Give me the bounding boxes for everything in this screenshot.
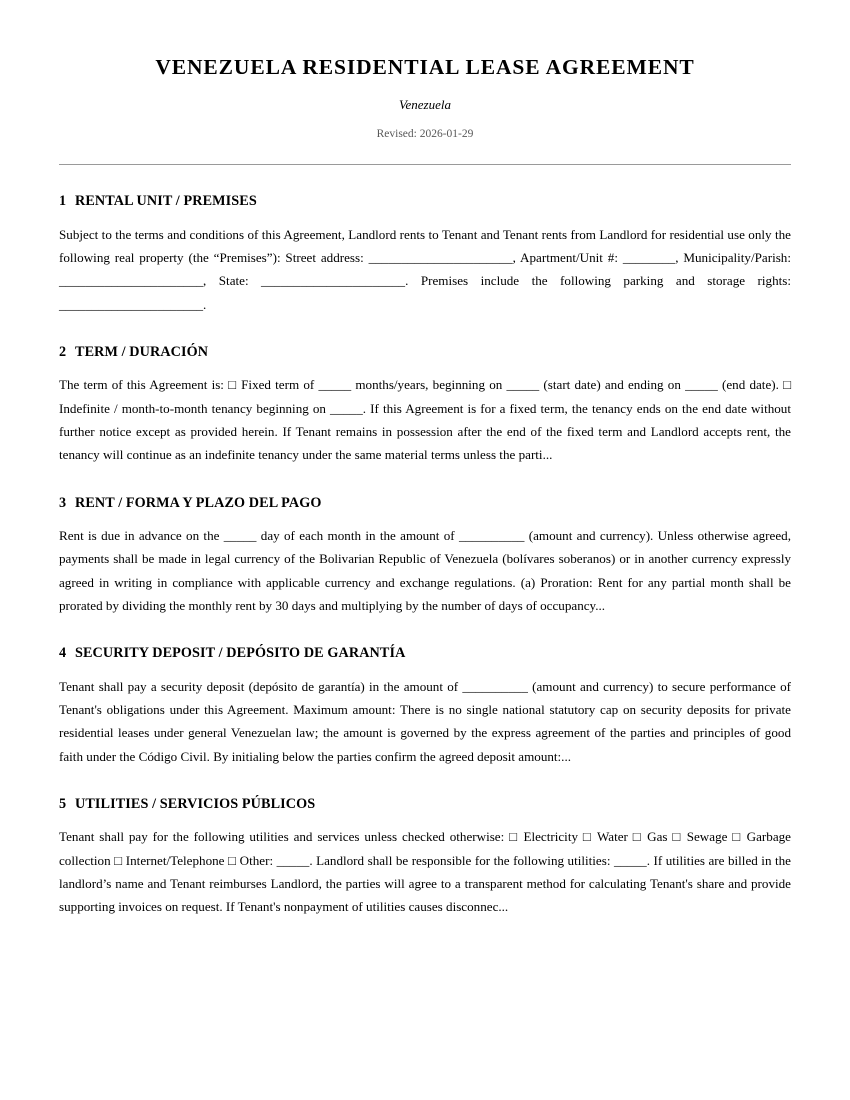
section-utilities [59,768,791,919]
section-security-deposit [59,617,791,768]
section-title: UTILITIES / SERVICIOS PÚBLICOS [75,795,316,812]
section-number: 1 [59,193,67,210]
section-body: The term of this Agreement is: □ Fixed term of _____ months/years, beginning on _____ (start date) and ending on _____ (end date). □ Indefinite / month-to-month tenancy beginning on _____. If this Agreement is for a fixed term, the tenancy ends on the end date without further notice except as provided herein. If Tenant remains in possession after the end of the fixed term and Landlord accepts rent, the tenancy will continue as an indefinite tenancy under the same material terms unless the parti... [59,377,791,463]
section-term [59,316,791,467]
section-title: RENT / FORMA Y PLAZO DEL PAGO [75,494,322,511]
section-heading [59,467,791,512]
section-body: Tenant shall pay a security deposit (depósito de garantía) in the amount of __________ (amount and currency) to secure performance of Tenant's obligations under this Agreement. Maximum amount: There is no single national statutory cap on security deposits for private residential leases under general Venezuelan law; the amount is governed by the express agreement of the parties and principles of good faith under the Código Civil. By initialing below the parties confirm the agreed deposit amount:... [59,678,791,764]
jurisdiction-subtitle: Venezuela [399,96,451,112]
section-rental-unit [59,165,791,316]
section-body: Rent is due in advance on the _____ day of each month in the amount of __________ (amount and currency). Unless otherwise agreed, payments shall be made in legal currency of the Bolivarian Republic of Venezuela (bolívares soberanos) or in another currency expressly agreed in writing in compliance with applicable currency and exchange regulations. (a) Proration: Rent for any partial month shall be prorated by dividing the monthly rent by 30 days and multiplying by the number of days of occupancy... [59,528,791,613]
section-heading [59,165,791,210]
section-heading [59,768,791,813]
section-title: TERM / DURACIÓN [75,343,209,360]
section-number: 2 [59,343,67,360]
page-title: VENEZUELA RESIDENTIAL LEASE AGREEMENT [155,55,695,79]
section-number: 5 [59,795,67,812]
section-number: 3 [59,494,67,511]
section-number: 4 [59,645,67,662]
section-body: Tenant shall pay for the following utilities and services unless checked otherwise: □ Electricity □ Water □ Gas □ Sewage □ Garbage collection □ Internet/Telephone □ Other: _____. Landlord shall be responsible for the following utilities: _____. If utilities are billed in the landlord’s name and Tenant reimburses Landlord, the parties will agree to a transparent method for calculating Tenant's share and provide supporting invoices on request. If Tenant's nonpayment of utilities causes disconnec... [59,829,791,915]
section-body: Subject to the terms and conditions of this Agreement, Landlord rents to Tenant and Tenant rents from Landlord for residential use only the following real property (the “Premises”): Street address: ______________________, Apartment/Unit #: ________, Municipality/Parish: ______________________, State: ______________________. Premises include the following parking and storage rights: ______________________. [59,226,791,312]
section-title: RENTAL UNIT / PREMISES [75,193,257,210]
revised-date: Revised: 2026-01-29 [376,128,474,141]
section-rent [59,467,791,618]
section-heading [59,316,791,361]
section-heading [59,617,791,662]
section-title: SECURITY DEPOSIT / DEPÓSITO DE GARANTÍA [75,645,406,662]
